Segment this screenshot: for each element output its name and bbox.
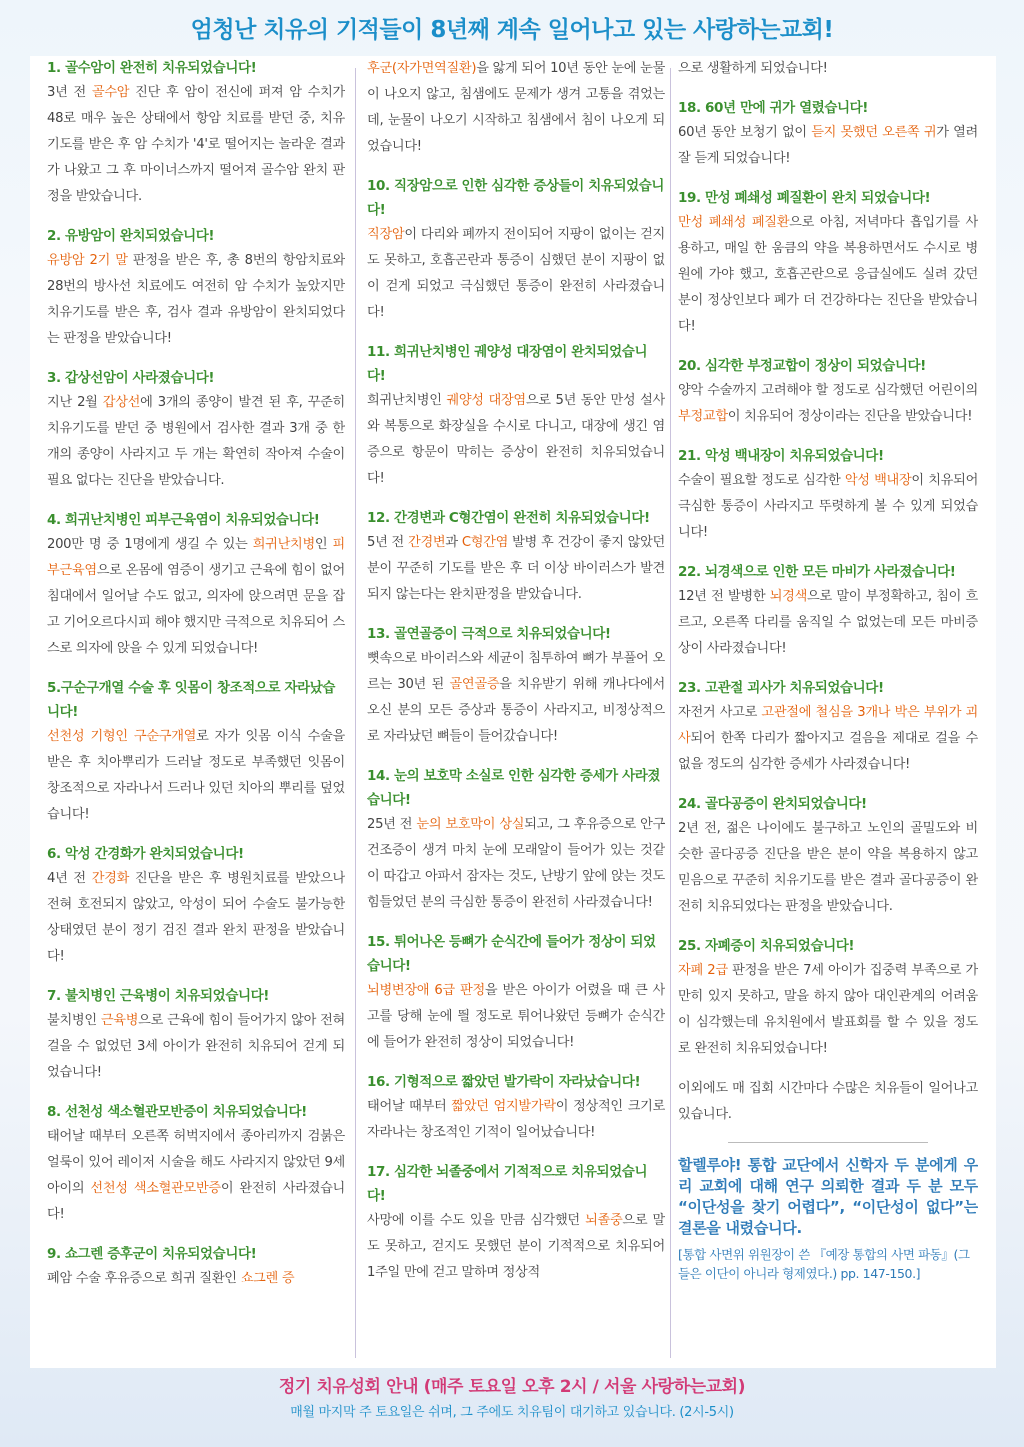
testimony-title: 16. 기형적으로 짧았던 발가락이 자라났습니다! <box>367 1074 641 1090</box>
testimony-body: 12년 전 발병한 뇌경색으로 말이 부정확하고, 침이 흐르고, 오른쪽 다리를 움직일 수 없었는데 모든 마비증상이 사라졌습니다! <box>678 589 978 656</box>
item-gap <box>367 1056 665 1070</box>
testimony-item <box>678 934 978 1062</box>
highlight-term: 뇌경색 <box>769 589 808 604</box>
testimony-body: 폐암 수술 후유증으로 희귀 질환인 쇼그렌 증 <box>47 1271 295 1286</box>
testimony-body: 25년 전 눈의 보호막이 상실되고, 그 후유증으로 안구건조증이 생겨 마치 눈에 모래알이 들어가 있는 것같이 따갑고 아파서 잠자는 것도, 난방기 앞에 앉는 것도 힘들었던 분의 극심한 통증이 완전히 사라졌습니다! <box>367 817 665 910</box>
testimony-item <box>678 792 978 920</box>
testimony-body: 후군(자가면역질환)을 앓게 되어 10년 동안 눈에 눈물이 나오지 않고, 침샘에도 문제가 생겨 고통을 겪었는데, 눈물이 나오기 시작하고 침샘에서 침이 나오게 되었습니다! <box>367 61 665 154</box>
testimony-item <box>47 508 345 662</box>
highlight-term: 궤양성 대장염 <box>446 393 526 408</box>
item-gap <box>678 662 978 676</box>
highlight-term: 간경화 <box>91 871 130 886</box>
testimony-title: 15. 튀어나온 등뼈가 순식간에 들어가 정상이 되었습니다! <box>367 934 656 974</box>
item-gap <box>678 172 978 186</box>
item-gap <box>678 430 978 444</box>
highlight-term: 선천성 기형인 구순구개열 <box>47 729 197 744</box>
page-title: 엄청난 치유의 기적들이 8년째 계속 일어나고 있는 사랑하는교회! <box>190 16 834 43</box>
highlight-term: 근육병 <box>100 1013 139 1028</box>
item-gap <box>678 546 978 560</box>
highlight-term: 후군(자가면역질환) <box>367 61 477 76</box>
testimony-body: 4년 전 간경화 진단을 받은 후 병원치료를 받았으나 전혀 호전되지 않았고, 악성이 되어 수술도 불가능한 상태였던 분이 정기 검진 결과 완치 판정을 받았습니다! <box>47 871 345 964</box>
highlight-term: 자폐 2급 <box>678 963 728 978</box>
item-gap <box>367 750 665 764</box>
testimony-item <box>367 174 665 326</box>
item-gap <box>678 920 978 934</box>
testimony-body: 5년 전 간경변과 C형간염 발병 후 건강이 좋지 않았던 분이 꾸준히 기도를 받은 후 더 이상 바이러스가 발견되지 않는다는 완치판정을 받았습니다. <box>367 535 665 602</box>
item-gap <box>47 210 345 224</box>
column-divider <box>355 68 356 1358</box>
testimony-body: 자폐 2급 판정을 받은 7세 아이가 집중력 부족으로 가만히 있지 못하고, 말을 하지 않아 대인관계의 어려움이 심각했는데 유치원에서 발표회를 할 수 있을 정도로 완전히 치유되었습니다! <box>678 963 978 1056</box>
testimony-body: 뼛속으로 바이러스와 세균이 침투하여 뼈가 부풀어 오르는 30년 된 골연골증을 치유받기 위해 캐나다에서 오신 분의 모든 증상과 통증이 사라지고, 비정상적으로 자라났던 뼈들이 들어갔습니다! <box>367 651 665 744</box>
testimony-body: 자전거 사고로 고관절에 철심을 3개나 박은 부위가 괴사되어 한쪽 다리가 짧아지고 걸음을 제대로 걸을 수 없을 정도의 심각한 증세가 사라졌습니다! <box>678 705 978 772</box>
highlight-term: 악성 백내장 <box>844 473 912 488</box>
testimony-item <box>367 1070 665 1146</box>
item-gap <box>47 662 345 676</box>
testimony-title: 21. 악성 백내장이 치유되었습니다! <box>678 448 884 464</box>
item-gap <box>367 160 665 174</box>
item-gap <box>47 1228 345 1242</box>
testimony-item <box>47 676 345 828</box>
testimony-item <box>367 56 665 160</box>
testimony-item <box>47 1242 345 1292</box>
testimony-title: 5.구순구개열 수술 후 잇몸이 창조적으로 자라났습니다! <box>47 680 336 720</box>
testimony-title: 18. 60년 만에 귀가 열렸습니다! <box>678 100 869 116</box>
closing-statement: 할렐루야! 통합 교단에서 신학자 두 분에게 우리 교회에 대해 연구 의뢰한 결과 두 분 모두 “이단성을 찾기 어렵다”, “이단성이 없다”는 결론을 내렸습니다. <box>678 1156 978 1237</box>
testimony-title: 11. 희귀난치병인 궤양성 대장염이 완치되었습니다! <box>367 344 648 384</box>
item-gap <box>678 82 978 96</box>
footer-sub: 매월 마지막 주 토요일은 쉬며, 그 주에도 치유팀이 대기하고 있습니다. (2시-5시) <box>290 1405 734 1420</box>
footer-main: 정기 치유성회 안내 (매주 토요일 오후 2시 / 서울 사랑하는교회) <box>278 1377 746 1397</box>
testimony-title: 10. 직장암으로 인한 심각한 증상들이 치유되었습니다! <box>367 178 665 218</box>
highlight-term: 부정교합 <box>678 409 728 424</box>
item-gap <box>367 1146 665 1160</box>
testimony-title: 24. 골다공증이 완치되었습니다! <box>678 796 867 812</box>
item-gap <box>47 970 345 984</box>
testimony-title: 1. 골수암이 완전히 치유되었습니다! <box>47 60 257 76</box>
testimony-body: 희귀난치병인 궤양성 대장염으로 5년 동안 만성 설사와 복통으로 화장실을 수시로 다니고, 대장에 생긴 염증으로 항문이 막히는 증상이 완전히 치유되었습니다! <box>367 393 665 486</box>
highlight-term: 듣지 못했던 오른쪽 귀 <box>811 125 937 140</box>
column-right <box>678 56 978 1368</box>
testimony-item <box>678 96 978 172</box>
testimony-title: 17. 심각한 뇌졸중에서 기적적으로 치유되었습니다! <box>367 1164 648 1204</box>
column-left <box>47 56 345 1368</box>
testimony-item <box>47 56 345 210</box>
testimony-item <box>367 764 665 916</box>
testimony-item <box>47 984 345 1086</box>
testimony-title: 14. 눈의 보호막 소실로 인한 심각한 증세가 사라졌습니다! <box>367 768 660 808</box>
testimony-body: 태어날 때부터 오른쪽 허벅지에서 종아리까지 검붉은 얼룩이 있어 레이저 시술을 해도 사라지지 않았던 9세 아이의 선천성 색소혈관모반증이 완전히 사라졌습니다! <box>47 1129 345 1222</box>
highlight-term: 골연골증 <box>449 677 500 692</box>
item-gap <box>367 916 665 930</box>
testimony-title: 6. 악성 간경화가 완치되었습니다! <box>47 846 244 862</box>
highlight-term: 눈의 보호막이 상실 <box>416 817 525 832</box>
testimony-body: 지난 2월 갑상선에 3개의 종양이 발견 된 후, 꾸준히 치유기도를 받던 중 병원에서 검사한 결과 3개 중 한 개의 종양이 사라지고 두 개는 확연히 작아져 수술이 필요 없다는 진단을 받았습니다. <box>47 395 345 488</box>
testimony-body: 으로 생활하게 되었습니다! <box>678 61 828 76</box>
testimony-item <box>678 444 978 546</box>
testimony-title: 22. 뇌경색으로 인한 모든 마비가 사라졌습니다! <box>678 564 956 580</box>
highlight-term: 유방암 2기 말 <box>47 253 128 268</box>
testimony-body: 200만 명 중 1명에게 생길 수 있는 희귀난치병인 피부근육염으로 온몸에 염증이 생기고 근육에 힘이 없어 침대에서 일어날 수도 없고, 의자에 앉으려면 문을 잡고 기어오르다시피 해야 했지만 극적으로 치유되어 스스로 의자에 앉을 수 있게 되었습니다! <box>47 537 345 656</box>
highlight-term: 뇌병변장애 6급 판정 <box>367 983 485 998</box>
testimony-body: 유방암 2기 말 판정을 받은 후, 총 8번의 항암치료와 28번의 방사선 치료에도 여전히 암 수치가 높았지만 치유기도를 받은 후, 검사 결과 유방암이 완치되었다는 판정을 받았습니다! <box>47 253 345 346</box>
testimony-item <box>678 56 978 82</box>
testimony-item <box>678 676 978 778</box>
testimony-title: 7. 불치병인 근육병이 치유되었습니다! <box>47 988 269 1004</box>
item-gap <box>47 494 345 508</box>
testimony-title: 25. 자폐증이 치유되었습니다! <box>678 938 855 954</box>
testimony-item <box>367 930 665 1056</box>
highlight-term: 골수암 <box>91 85 130 100</box>
item-gap <box>367 492 665 506</box>
testimony-title: 9. 쇼그렌 증후군이 치유되었습니다! <box>47 1246 257 1262</box>
highlight-term: C형간염 <box>461 535 509 550</box>
closing-separator <box>728 1142 928 1143</box>
testimony-title: 19. 만성 폐쇄성 폐질환이 완치 되었습니다! <box>678 190 931 206</box>
testimony-item <box>47 842 345 970</box>
item-gap <box>678 1062 978 1076</box>
header <box>0 0 1024 54</box>
highlight-term: 직장암 <box>367 227 405 242</box>
testimony-body: 양악 수술까지 고려해야 할 정도로 심각했던 어린이의 부정교합이 치유되어 정상이라는 진단을 받았습니다! <box>678 383 978 424</box>
testimony-item <box>678 186 978 340</box>
testimony-item <box>47 1100 345 1228</box>
testimony-item <box>367 1160 665 1286</box>
testimony-title: 13. 골연골증이 극적으로 치유되었습니다! <box>367 626 611 642</box>
testimony-body: 태어날 때부터 짧았던 엄지발가락이 정상적인 크기로 자라나는 창조적인 기적이 일어났습니다! <box>367 1099 665 1140</box>
closing-citation: [통합 사면위 위원장이 쓴 『예장 통합의 사면 파동』(그들은 이단이 아니라 형제였다.) pp. 147-150.] <box>678 1247 970 1281</box>
highlight-term: 만성 폐쇄성 폐질환 <box>678 215 790 230</box>
item-gap <box>678 778 978 792</box>
testimony-body: 사망에 이를 수도 있을 만큼 심각했던 뇌졸중으로 말도 못하고, 걷지도 못했던 분이 기적적으로 치유되어 1주일 만에 걷고 말하며 정상적 <box>367 1213 665 1280</box>
testimony-body: 직장암이 다리와 폐까지 전이되어 지팡이 없이는 걷지도 못하고, 호흡곤란과 통증이 심했던 분이 지팡이 없이 걷게 되었고 극심했던 통증이 완전히 사라졌습니다! <box>367 227 665 320</box>
highlight-term: 희귀난치병 <box>252 537 315 552</box>
testimony-body: 이외에도 매 집회 시간마다 수많은 치유들이 일어나고 있습니다. <box>678 1081 978 1122</box>
testimony-body: 3년 전 골수암 진단 후 암이 전신에 퍼져 암 수치가 48로 매우 높은 상태에서 항암 치료를 받던 중, 치유기도를 받은 후 암 수치가 '4'로 떨어지는 놀라운 결과가 나왔고 그 후 마이너스까지 떨어져 골수암 완치 판정을 받았습니다. <box>47 85 345 204</box>
content-panel <box>30 56 996 1368</box>
testimony-item <box>678 1076 978 1128</box>
testimony-item <box>678 354 978 430</box>
testimony-body: 뇌병변장애 6급 판정을 받은 아이가 어렸을 때 큰 사고를 당해 눈에 띌 정도로 튀어나왔던 등뼈가 순식간에 들어가 완전히 정상이 되었습니다! <box>367 983 665 1050</box>
testimony-body: 2년 전, 젊은 나이에도 불구하고 노인의 골밀도와 비슷한 골다공증 진단을 받은 분이 약을 복용하지 않고 믿음으로 꾸준히 치유기도를 받은 결과 골다공증이 완전히 치유되었다는 판정을 받았습니다. <box>678 821 978 914</box>
item-gap <box>47 352 345 366</box>
testimony-body: 선천성 기형인 구순구개열로 자가 잇몸 이식 수술을 받은 후 치아뿌리가 드러날 정도로 부족했던 잇몸이 창조적으로 자라나서 드러나 있던 치아의 뿌리를 덮었습니다! <box>47 729 345 822</box>
testimony-body: 만성 폐쇄성 폐질환으로 아침, 저녁마다 흡입기를 사용하고, 매일 한 움큼의 약을 복용하면서도 수시로 병원에 가야 했고, 호흡곤란으로 응급실에도 실려 갔던 분이 정상인보다 폐가 더 건강하다는 진단을 받았습니다! <box>678 215 978 334</box>
testimony-item <box>367 622 665 750</box>
column-divider <box>670 68 671 1358</box>
item-gap <box>367 326 665 340</box>
testimony-item <box>47 366 345 494</box>
highlight-term: 뇌졸중 <box>585 1213 623 1228</box>
testimony-body: 수술이 필요할 정도로 심각한 악성 백내장이 치유되어 극심한 통증이 사라지고 뚜렷하게 볼 수 있게 되었습니다! <box>678 473 978 540</box>
highlight-term: 선천성 색소혈관모반증 <box>90 1181 221 1196</box>
column-middle <box>367 56 665 1368</box>
testimony-item <box>367 506 665 608</box>
footer <box>0 1372 1024 1424</box>
testimony-item <box>678 560 978 662</box>
testimony-title: 8. 선천성 색소혈관모반증이 치유되었습니다! <box>47 1104 307 1120</box>
testimony-title: 4. 희귀난치병인 피부근육염이 치유되었습니다! <box>47 512 320 528</box>
testimony-title: 2. 유방암이 완치되었습니다! <box>47 228 215 244</box>
testimony-body: 불치병인 근육병으로 근육에 힘이 들어가지 않아 전혀 걸을 수 없었던 3세 아이가 완전히 치유되어 걷게 되었습니다! <box>47 1013 345 1080</box>
highlight-term: 갑상선 <box>102 395 141 410</box>
column-right-items <box>678 56 978 1128</box>
highlight-term: 피부근육염 <box>47 537 345 578</box>
item-gap <box>367 608 665 622</box>
item-gap <box>678 340 978 354</box>
item-gap <box>47 828 345 842</box>
highlight-term: 쇼그렌 증 <box>240 1271 295 1286</box>
highlight-term: 고관절에 철심을 3개나 박은 부위가 괴사 <box>678 705 978 746</box>
testimony-item <box>47 224 345 352</box>
highlight-term: 짧았던 엄지발가락 <box>451 1099 556 1114</box>
item-gap <box>47 1086 345 1100</box>
testimony-title: 20. 심각한 부정교합이 정상이 되었습니다! <box>678 358 926 374</box>
testimony-title: 23. 고관절 괴사가 치유되었습니다! <box>678 680 884 696</box>
testimony-body: 60년 동안 보청기 없이 듣지 못했던 오른쪽 귀가 열려 잘 듣게 되었습니다! <box>678 125 978 166</box>
testimony-item <box>367 340 665 492</box>
testimony-title: 3. 갑상선암이 사라졌습니다! <box>47 370 215 386</box>
highlight-term: 간경변 <box>408 535 446 550</box>
testimony-title: 12. 간경변과 C형간염이 완전히 치유되었습니다! <box>367 510 650 526</box>
